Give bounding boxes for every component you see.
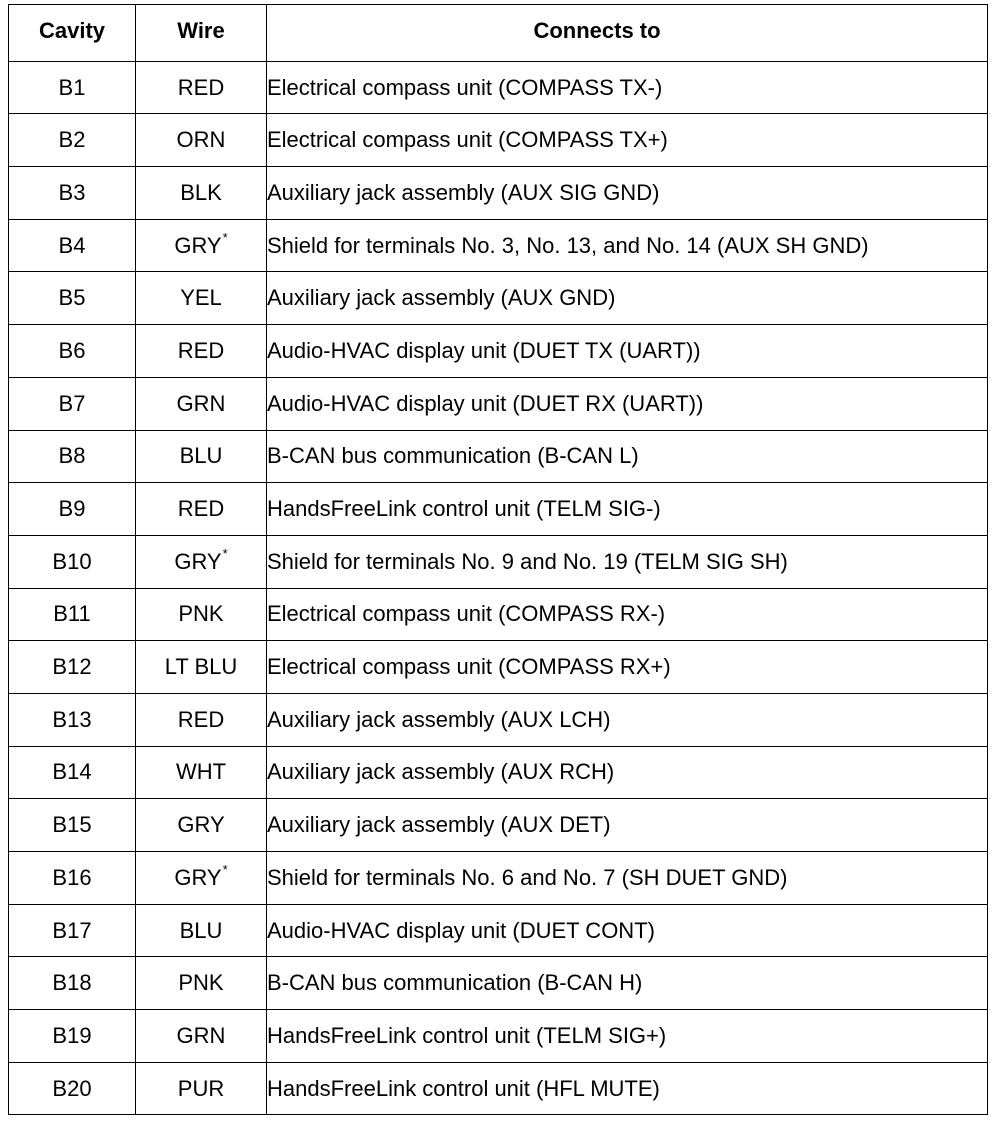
wire-color: GRN [176, 390, 226, 416]
shield-wire-mark: * [222, 545, 228, 561]
connects-to-cell: Shield for terminals No. 9 and No. 19 (TELM SIG SH) [267, 535, 988, 588]
connects-to-cell: B-CAN bus communication (B-CAN L) [267, 430, 988, 483]
cavity-cell: B11 [9, 588, 136, 641]
cavity-cell: B20 [9, 1062, 136, 1115]
cavity-cell: B1 [9, 61, 136, 114]
wire-color: BLU [179, 917, 223, 943]
wire-color: RED [177, 496, 225, 522]
table-row [9, 1010, 988, 1063]
table-row [9, 535, 988, 588]
wire-color: BLK [180, 179, 222, 205]
connects-to-cell: Electrical compass unit (COMPASS RX+) [267, 641, 988, 694]
connects-to-cell: Electrical compass unit (COMPASS TX+) [267, 114, 988, 167]
wire-cell [136, 641, 267, 694]
wire-color: PNK [178, 970, 224, 996]
cavity-cell: B9 [9, 483, 136, 536]
table-row [9, 483, 988, 536]
wire-cell [136, 1062, 267, 1115]
wire-cell [136, 957, 267, 1010]
wire-cell [136, 1010, 267, 1063]
shield-wire-mark: * [222, 861, 228, 877]
cavity-cell: B16 [9, 852, 136, 905]
table-row [9, 852, 988, 905]
wire-cell [136, 167, 267, 220]
connects-to-cell: B-CAN bus communication (B-CAN H) [267, 957, 988, 1010]
cavity-cell: B2 [9, 114, 136, 167]
table-row [9, 904, 988, 957]
connects-to-cell: Audio-HVAC display unit (DUET CONT) [267, 904, 988, 957]
wire-color: GRY [174, 548, 222, 574]
wire-color: PUR [177, 1075, 225, 1101]
wire-cell [136, 535, 267, 588]
table-body [9, 61, 988, 1115]
connects-to-cell: Auxiliary jack assembly (AUX RCH) [267, 746, 988, 799]
table-row [9, 114, 988, 167]
table-row [9, 588, 988, 641]
wire-cell [136, 272, 267, 325]
wire-cell [136, 430, 267, 483]
cavity-cell: B13 [9, 693, 136, 746]
wire-color: LT BLU [164, 654, 238, 680]
header-cavity: Cavity [9, 5, 136, 62]
table-row [9, 219, 988, 272]
cavity-cell: B14 [9, 746, 136, 799]
connects-to-cell: Electrical compass unit (COMPASS TX-) [267, 61, 988, 114]
cavity-cell: B18 [9, 957, 136, 1010]
connects-to-cell: Shield for terminals No. 3, No. 13, and No. 14 (AUX SH GND) [267, 219, 988, 272]
cavity-cell: B10 [9, 535, 136, 588]
wire-color: GRY [174, 864, 222, 890]
connects-to-cell: Auxiliary jack assembly (AUX DET) [267, 799, 988, 852]
table-row [9, 746, 988, 799]
wire-color: YEL [180, 285, 222, 311]
wire-color: RED [177, 337, 225, 363]
wire-cell [136, 483, 267, 536]
cavity-cell: B5 [9, 272, 136, 325]
connector-pinout-table [8, 4, 988, 1115]
header-connects-to: Connects to [267, 5, 988, 62]
connects-to-cell: HandsFreeLink control unit (TELM SIG-) [267, 483, 988, 536]
table-row [9, 799, 988, 852]
wire-color: ORN [176, 127, 226, 153]
table-row [9, 325, 988, 378]
connects-to-cell: Audio-HVAC display unit (DUET RX (UART)) [267, 377, 988, 430]
table-row [9, 61, 988, 114]
connects-to-cell: Electrical compass unit (COMPASS RX-) [267, 588, 988, 641]
table-row [9, 641, 988, 694]
header-wire: Wire [136, 5, 267, 62]
cavity-cell: B19 [9, 1010, 136, 1063]
table-row [9, 957, 988, 1010]
wire-color: RED [177, 706, 225, 732]
connects-to-cell: Auxiliary jack assembly (AUX SIG GND) [267, 167, 988, 220]
wire-cell [136, 693, 267, 746]
table-row [9, 1062, 988, 1115]
cavity-cell: B7 [9, 377, 136, 430]
connects-to-cell: Shield for terminals No. 6 and No. 7 (SH DUET GND) [267, 852, 988, 905]
table-row [9, 272, 988, 325]
wire-color: GRY [177, 812, 225, 838]
wire-color: BLU [179, 443, 223, 469]
table-row [9, 693, 988, 746]
table-row [9, 430, 988, 483]
wire-color: WHT [175, 759, 227, 785]
connects-to-cell: Auxiliary jack assembly (AUX LCH) [267, 693, 988, 746]
wire-cell [136, 746, 267, 799]
table-header-row [9, 5, 988, 62]
cavity-cell: B15 [9, 799, 136, 852]
wire-color: PNK [178, 601, 224, 627]
wire-color: GRY [174, 232, 222, 258]
connects-to-cell: Auxiliary jack assembly (AUX GND) [267, 272, 988, 325]
connects-to-cell: Audio-HVAC display unit (DUET TX (UART)) [267, 325, 988, 378]
connects-to-cell: HandsFreeLink control unit (HFL MUTE) [267, 1062, 988, 1115]
wire-color: RED [177, 74, 225, 100]
wire-cell [136, 325, 267, 378]
cavity-cell: B4 [9, 219, 136, 272]
wire-cell [136, 377, 267, 430]
shield-wire-mark: * [222, 229, 228, 245]
wire-cell [136, 219, 267, 272]
connects-to-cell: HandsFreeLink control unit (TELM SIG+) [267, 1010, 988, 1063]
wire-cell [136, 114, 267, 167]
wire-color: GRN [176, 1022, 226, 1048]
table-row [9, 167, 988, 220]
wire-cell [136, 799, 267, 852]
cavity-cell: B8 [9, 430, 136, 483]
cavity-cell: B12 [9, 641, 136, 694]
wire-cell [136, 852, 267, 905]
wire-cell [136, 61, 267, 114]
cavity-cell: B17 [9, 904, 136, 957]
table-row [9, 377, 988, 430]
wire-cell [136, 904, 267, 957]
wire-cell [136, 588, 267, 641]
cavity-cell: B6 [9, 325, 136, 378]
cavity-cell: B3 [9, 167, 136, 220]
